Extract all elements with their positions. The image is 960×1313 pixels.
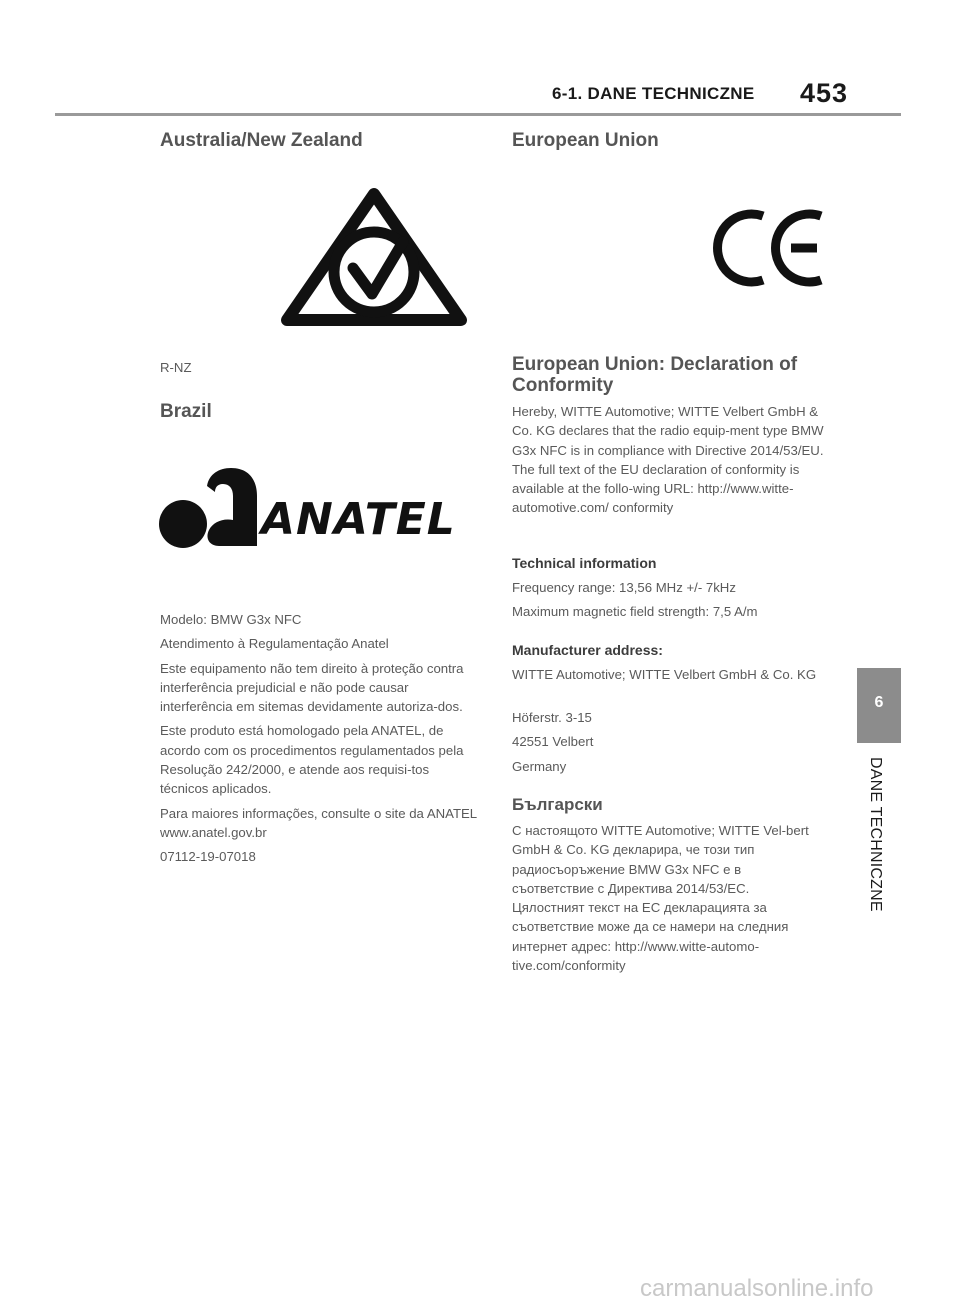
brazil-model: Modelo: BMW G3x NFC [160,612,302,627]
anz-heading: Australia/New Zealand [160,130,363,151]
eu-declaration-heading: European Union: Declaration of Conformity [512,354,798,397]
manufacturer-name: WITTE Automotive; WITTE Velbert GmbH & Co. KG [512,667,817,682]
section-title: 6-1. DANE TECHNICZNE [552,84,755,103]
page-header [0,78,960,118]
manufacturer-country: Germany [512,759,567,774]
eu-declaration-text: Hereby, WITTE Automotive; WITTE Velbert GmbH & Co. KG declares that the radio equip-ment type BMW G3x NFC is in compliance with Directive 2014/53/EU. The full text of the EU declaration of conformity is available at the follo-wing URL: http://www.witte-automotive.com/ conformity [512,404,824,516]
header-divider [55,113,901,116]
manufacturer-street: Höferstr. 3-15 [512,710,592,725]
bulgarian-text: С настоящото WITTE Automotive; WITTE Vel-bert GmbH & Co. KG декларира, че този тип радиосъоръжение BMW G3x NFC е в съответствие с Директива 2014/53/ЕС. Цялостният текст на ЕС декларацията за съответствие може да се намери на следния интернет адрес: http://www.witte-automo-tive.com/conformity [512,823,809,974]
magnetic-field: Maximum magnetic field strength: 7,5 A/m [512,604,758,619]
brazil-heading: Brazil [160,401,212,422]
chapter-number: 6 [874,694,884,711]
brazil-text [160,610,480,867]
anatel-symbol-icon [157,466,267,551]
technical-heading: Technical information [512,555,657,571]
brazil-more-info: Para maiores informações, consulte o site da ANATEL www.anatel.gov.br [160,805,477,840]
chapter-label: DANE TECHNICZNE [867,757,884,912]
rnz-code: R-NZ [160,360,192,375]
brazil-interference: Este equipamento não tem direito à proteção contra interferência prejudicial e não pode causar interferência em sitemas devidamente autoriza-dos. [160,660,464,715]
manufacturer-heading: Manufacturer address: [512,642,663,658]
frequency-range: Frequency range: 13,56 MHz +/- 7kHz [512,580,736,595]
anatel-wordmark: ANATEL [261,494,456,545]
chapter-tab [857,668,901,743]
site-watermark: carmanualsonline.info [640,1275,874,1302]
page-number: 453 [800,78,849,108]
bulgarian-heading: Български [512,795,603,814]
manufacturer-city: 42551 Velbert [512,734,594,749]
eu-heading: European Union [512,130,659,151]
brazil-regulation: Atendimento à Regulamentação Anatel [160,636,389,652]
rcm-mark-icon [214,182,534,334]
ce-mark-icon [612,208,932,288]
brazil-homologation: Este produto está homologado pela ANATEL, de acordo com os procedimentos regulamentados pela Resolução 242/2000, e atende aos requisi-tos técnicos aplicados. [160,723,464,797]
brazil-cert-code: 07112-19-07018 [160,849,256,865]
anatel-logo [157,466,477,551]
